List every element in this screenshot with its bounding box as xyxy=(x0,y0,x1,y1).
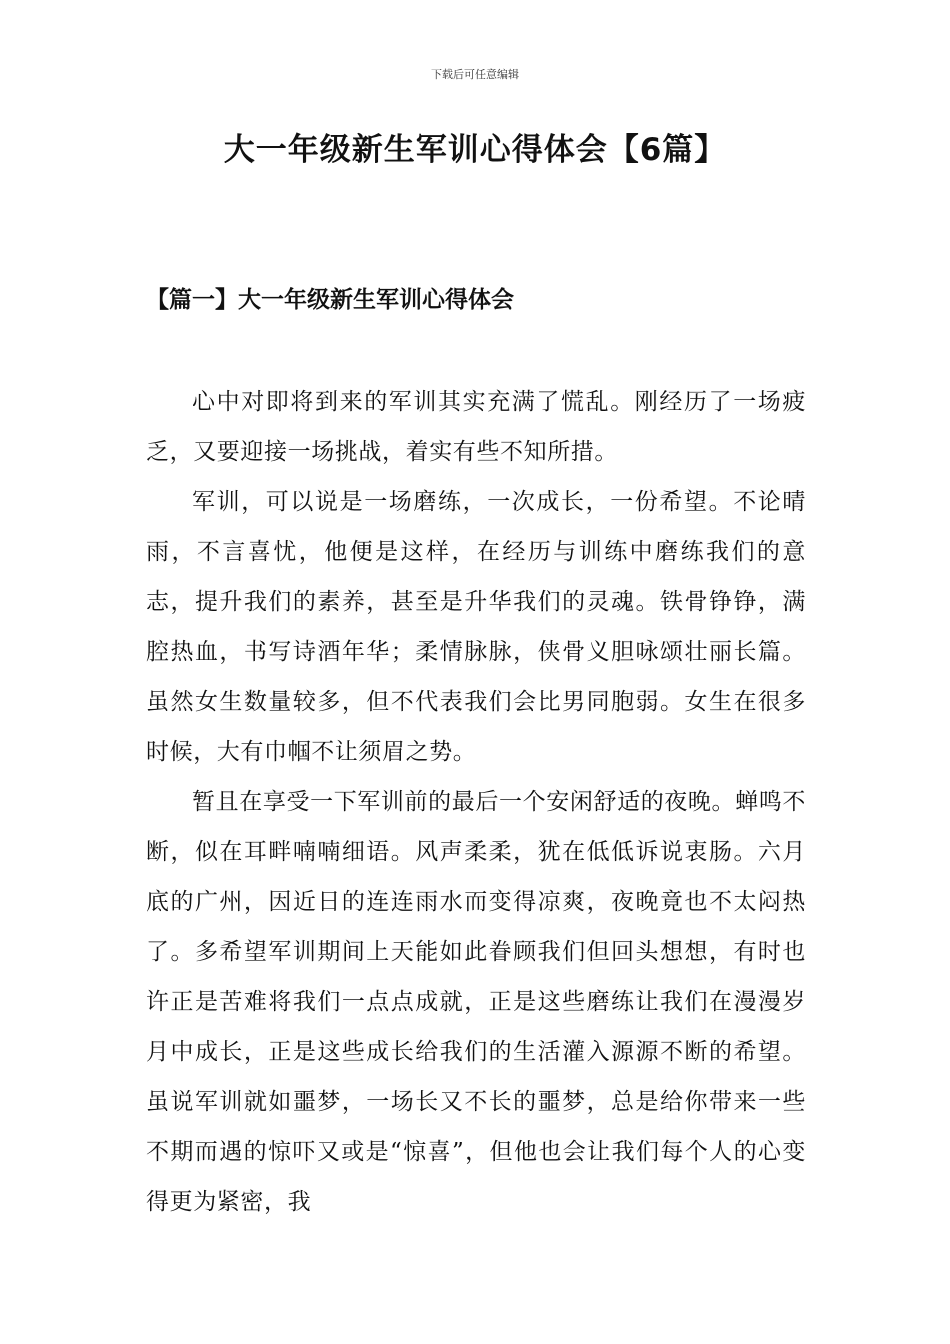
paragraph-1: 心中对即将到来的军训其实充满了慌乱。刚经历了一场疲乏，又要迎接一场挑战，着实有些不知所措。 xyxy=(146,389,806,465)
body-text xyxy=(146,377,806,1227)
section-heading: 【篇一】大一年级新生军训心得体会 xyxy=(146,286,514,313)
paragraph-3: 暂且在享受一下军训前的最后一个安闲舒适的夜晚。蝉鸣不断，似在耳畔喃喃细语。风声柔柔，犹在低低诉说衷肠。六月底的广州，因近日的连连雨水而变得凉爽，夜晚竟也不太闷热了。多希望军训期间上天能如此眷顾我们但回头想想，有时也许正是苦难将我们一点点成就，正是这些磨练让我们在漫漫岁月中成长，正是这些成长给我们的生活灌入源源不断的希望。虽说军训就如噩梦，一场长又不长的噩梦，总是给你带来一些不期而遇的惊吓又或是“惊喜”，但他也会让我们每个人的心变得更为紧密，我 xyxy=(146,789,806,1215)
header-note: 下载后可任意编辑 xyxy=(431,68,519,81)
paragraph-2: 军训，可以说是一场磨练，一次成长，一份希望。不论晴雨，不言喜忧，他便是这样，在经历与训练中磨练我们的意志，提升我们的素养，甚至是升华我们的灵魂。铁骨铮铮，满腔热血，书写诗酒年华；柔情脉脉，侠骨义胆咏颂壮丽长篇。虽然女生数量较多，但不代表我们会比男同胞弱。女生在很多时候，大有巾帼不让须眉之势。 xyxy=(146,489,806,765)
document-title: 大一年级新生军训心得体会【6篇】 xyxy=(223,132,727,168)
